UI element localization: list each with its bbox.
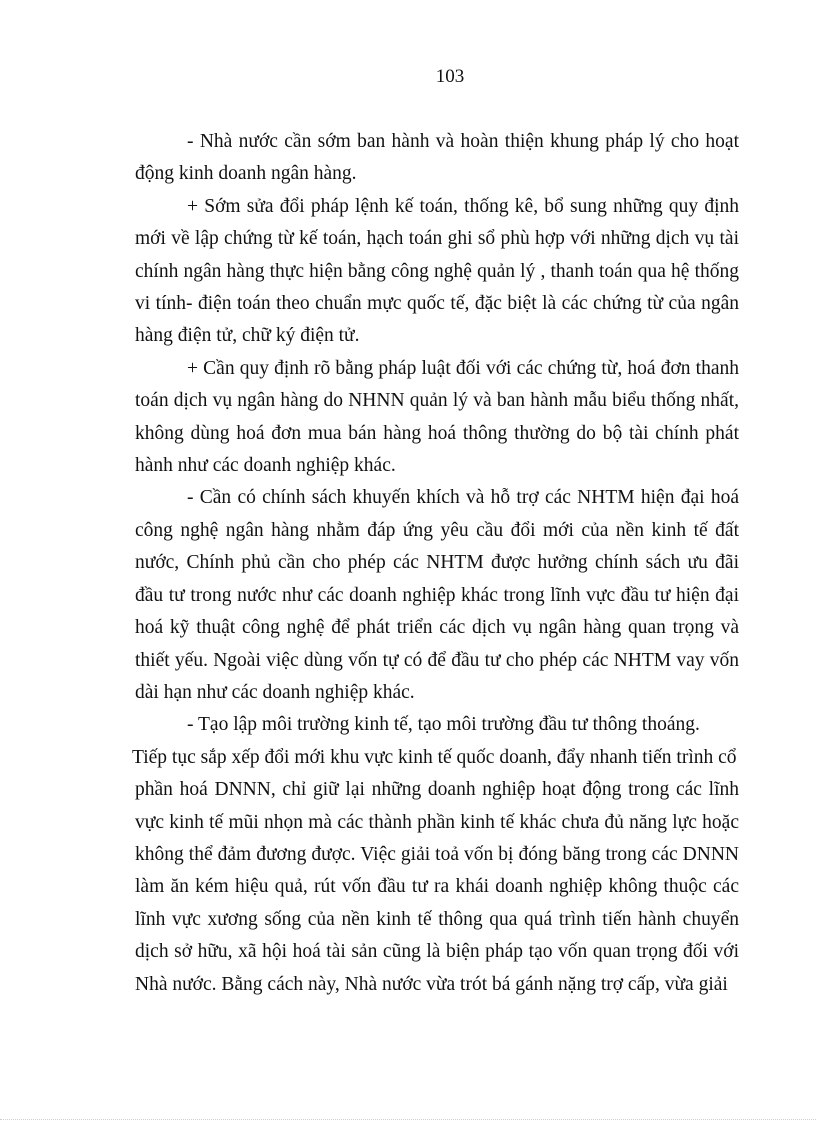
paragraph-continuation: phần hoá DNNN, chỉ giữ lại những doanh nghiệp hoạt động trong các lĩnh vực kinh tế mũi nhọn mà các thành phần kinh tế khác chưa đủ năng lực hoặc không thể đảm đương được. Việc giải toả vốn bị đóng băng trong các DNNN làm ăn kém hiệu quả, rút vốn đầu tư ra khái doanh nghiệp không thuộc các lĩnh vực xương sống của nền kinh tế thông qua quá trình tiến hành chuyển dịch sở hữu, xã hội hoá tài sản cũng là biện pháp tạo vốn quan trọng đối với Nhà nước. Bằng cách này, Nhà nước vừa trót bá gánh nặng trợ cấp, vừa giải: [135, 779, 739, 995]
paragraph-invoice-regulation: + Cần quy định rõ bằng pháp luật đối với các chứng từ, hoá đơn thanh toán dịch vụ ngân hàng do NHNN quản lý và ban hành mẫu biểu thống nhất, không dùng hoá đơn mua bán hàng hoá thông thường do bộ tài chính phát hành như các doanh nghiệp khác.: [135, 357, 739, 477]
paragraph-legal-framework: - Nhà nước cần sớm ban hành và hoàn thiện khung pháp lý cho hoạt động kinh doanh ngân hàng.: [135, 131, 739, 185]
paragraph-state-enterprise-reform: [132, 742, 741, 1001]
paragraph-investment-environment: - Tạo lập môi trường kinh tế, tạo môi trường đầu tư thông thoáng.: [187, 714, 700, 736]
page-bottom-divider: [0, 1119, 816, 1120]
document-body: [132, 126, 739, 1001]
page-number: 103: [435, 66, 465, 87]
paragraph-modernization-policy: - Cần có chính sách khuyến khích và hỗ trợ các NHTM hiện đại hoá công nghệ ngân hàng nhằm đáp ứng yêu cầu đổi mới của nền kinh tế đất nước, Chính phủ cần cho phép các NHTM được hưởng chính sách ưu đãi đầu tư trong nước như các doanh nghiệp khác trong lĩnh vực đầu tư hiện đại hoá kỹ thuật công nghệ để phát triển các dịch vụ ngân hàng quan trọng và thiết yếu. Ngoài việc dùng vốn tự có để đầu tư cho phép các NHTM vay vốn dài hạn như các doanh nghiệp khác.: [135, 487, 739, 703]
paragraph-accounting-law: + Sớm sửa đổi pháp lệnh kế toán, thống kê, bổ sung những quy định mới về lập chứng từ kế toán, hạch toán ghi sổ phù hợp với những dịch vụ tài chính ngân hàng thực hiện bằng công nghệ quản lý , thanh toán qua hệ thống vi tính- điện toán theo chuẩn mực quốc tế, đặc biệt là các chứng từ của ngân hàng điện tử, chữ ký điện tử.: [135, 195, 739, 347]
paragraph-first-line: Tiếp tục sắp xếp đổi mới khu vực kinh tế quốc doanh, đẩy nhanh tiến trình cổ: [132, 746, 737, 768]
